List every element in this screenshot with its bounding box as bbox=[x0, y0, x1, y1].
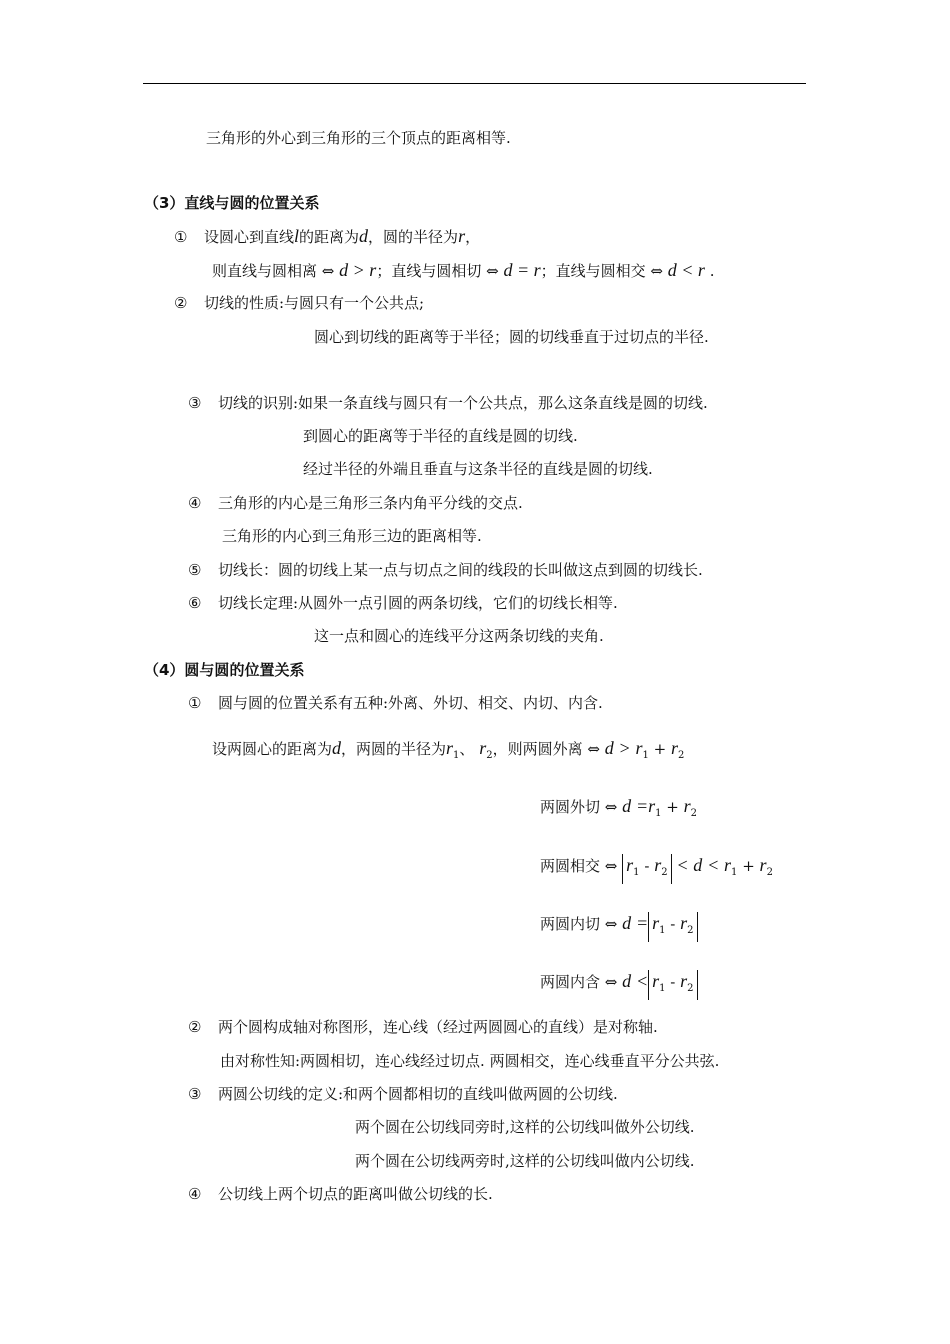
s4-item-3-cont-2: 两个圆在公切线两旁时,这样的公切线叫做内公切线. bbox=[355, 1152, 695, 1170]
s4-contained: 两圆内含 ⇔ $d < r_1 - r_2$ bbox=[540, 970, 698, 1000]
iff-symbol: ⇔ bbox=[650, 262, 663, 280]
item-number: ③ bbox=[188, 1085, 202, 1103]
item-number: ① bbox=[188, 694, 202, 712]
iff-symbol: ⇔ bbox=[486, 262, 499, 280]
s3-item-6-cont: 这一点和圆心的连线平分这两条切线的夹角. bbox=[314, 627, 604, 645]
s3-item-4-cont: 三角形的内心到三角形三边的距离相等. bbox=[222, 527, 482, 545]
circumcenter-text: 三角形的外心到三角形的三个顶点的距离相等. bbox=[206, 129, 511, 147]
item-number: ① bbox=[174, 228, 188, 246]
section-4-heading: （4）圆与圆的位置关系 bbox=[144, 661, 305, 679]
s4-external-condition: 设两圆心的距离为d，两圆的半径为$r_1$、 $r_2$，则两圆外离 ⇔ $d > r_1 + r_2$ bbox=[212, 738, 685, 761]
iff-symbol: ⇔ bbox=[604, 973, 618, 991]
s3-item-3: ③ 切线的识别:如果一条直线与圆只有一个公共点，那么这条直线是圆的切线. bbox=[188, 394, 708, 412]
item-number: ② bbox=[188, 1018, 202, 1036]
s3-item-1-conditions: 则直线与圆相离 ⇔ d > r；直线与圆相切 ⇔ d = r；直线与圆相交 ⇔ d < r . bbox=[212, 260, 715, 280]
s4-item-3-cont-1: 两个圆在公切线同旁时,这样的公切线叫做外公切线. bbox=[355, 1118, 695, 1136]
s4-item-2: ② 两个圆构成轴对称图形，连心线（经过两圆圆心的直线）是对称轴. bbox=[188, 1018, 658, 1036]
s3-item-3-cont-1: 到圆心的距离等于半径的直线是圆的切线. bbox=[303, 427, 578, 445]
s3-item-3-cont-2: 经过半径的外端且垂直与这条半径的直线是圆的切线. bbox=[303, 460, 653, 478]
iff-symbol: ⇔ bbox=[604, 798, 618, 816]
header-rule bbox=[143, 83, 806, 84]
s3-item-4: ④ 三角形的内心是三角形三条内角平分线的交点. bbox=[188, 494, 523, 512]
s4-internal-tangent: 两圆内切 ⇔ $d = r_1 - r_2$ bbox=[540, 912, 698, 942]
absolute-value: $r_1 - r_2$ bbox=[648, 970, 697, 1000]
s3-item-2-cont: 圆心到切线的距离等于半径；圆的切线垂直于过切点的半径. bbox=[314, 328, 709, 346]
s3-item-2: ② 切线的性质:与圆只有一个公共点; bbox=[174, 294, 425, 312]
item-number: ⑥ bbox=[188, 594, 202, 612]
item-number: ④ bbox=[188, 494, 202, 512]
item-number: ⑤ bbox=[188, 561, 202, 579]
s4-intersecting: 两圆相交 ⇔ $r_1 - r_2 < d < r_1 + r_2$ bbox=[540, 854, 773, 884]
iff-symbol: ⇔ bbox=[604, 915, 618, 933]
item-number: ④ bbox=[188, 1185, 202, 1203]
s3-item-6: ⑥ 切线长定理:从圆外一点引圆的两条切线，它们的切线长相等. bbox=[188, 594, 618, 612]
s4-item-3: ③ 两圆公切线的定义:和两个圆都相切的直线叫做两圆的公切线. bbox=[188, 1085, 618, 1103]
iff-symbol: ⇔ bbox=[321, 262, 335, 280]
absolute-value: $r_1 - r_2$ bbox=[648, 912, 697, 942]
item-number: ③ bbox=[188, 394, 202, 412]
s4-item-2-cont: 由对称性知:两圆相切，连心线经过切点. 两圆相交，连心线垂直平分公共弦. bbox=[220, 1052, 720, 1070]
item-number: ② bbox=[174, 294, 188, 312]
iff-symbol: ⇔ bbox=[604, 857, 618, 875]
absolute-value: $r_1 - r_2$ bbox=[622, 854, 671, 884]
s4-item-4: ④ 公切线上两个切点的距离叫做公切线的长. bbox=[188, 1185, 493, 1203]
s4-external-tangent: 两圆外切 ⇔ $d =r_1 + r_2$ bbox=[540, 796, 698, 819]
s4-item-1: ① 圆与圆的位置关系有五种:外离、外切、相交、内切、内含. bbox=[188, 694, 603, 712]
section-3-heading: （3）直线与圆的位置关系 bbox=[144, 194, 320, 212]
s3-item-5: ⑤ 切线长：圆的切线上某一点与切点之间的线段的长叫做这点到圆的切线长. bbox=[188, 561, 703, 579]
s3-item-1: ① 设圆心到直线l的距离为d，圆的半径为r， bbox=[174, 226, 481, 246]
iff-symbol: ⇔ bbox=[587, 740, 600, 758]
